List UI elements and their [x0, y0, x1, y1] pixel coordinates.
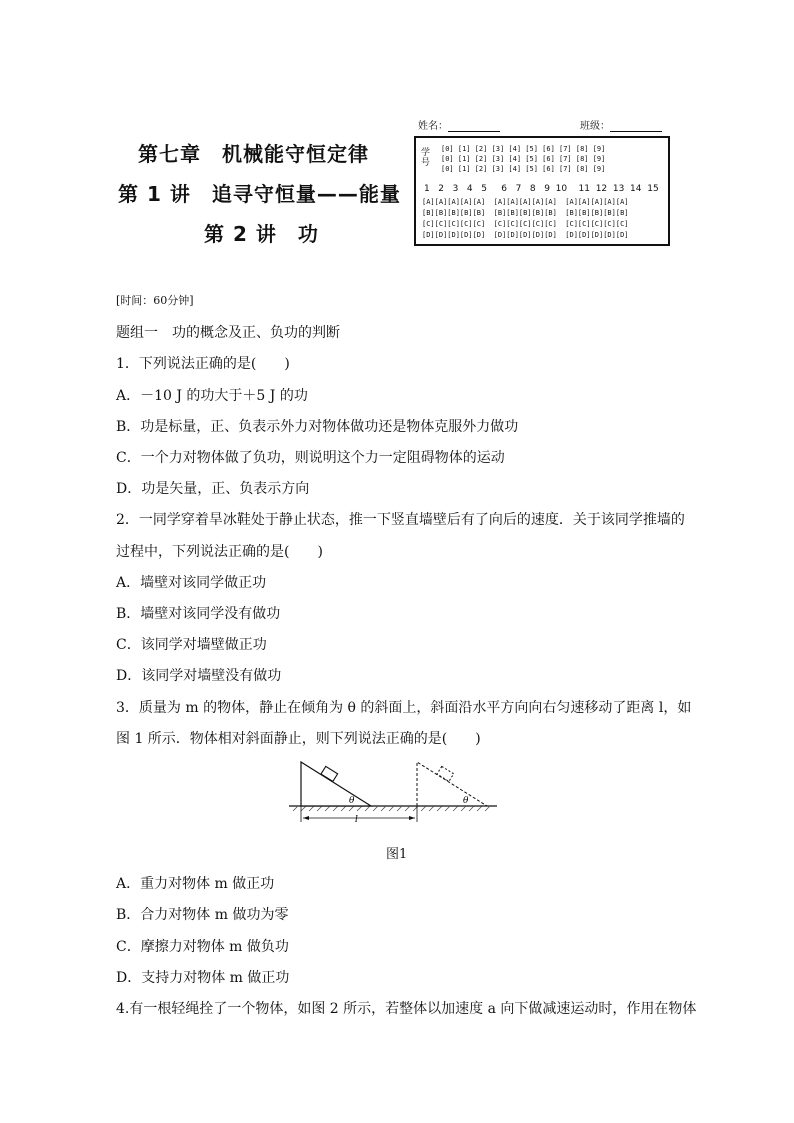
q2-option-b: B．墙壁对该同学没有做功 — [116, 606, 281, 622]
chapter-title: 第七章 机械能守恒定律 — [138, 142, 369, 166]
time-note: [时间：60分钟] — [116, 294, 194, 307]
q2-option-d: D．该同学对墙壁没有做功 — [116, 668, 282, 684]
q2-stem-line2: 过程中，下列说法正确的是( ) — [116, 544, 323, 560]
q3-option-b: B．合力对物体 m 做功为零 — [116, 907, 289, 923]
choice-row-b[interactable]: [B][B][B][B][B] [B][B][B][B][B] [B][B][B][B][B] — [422, 209, 629, 217]
figure-caption: 图1 — [386, 847, 408, 862]
q2-stem-line1: 2．一同学穿着旱冰鞋处于静止状态，推一下竖直墙壁后有了向后的速度．关于该同学推墙的 — [116, 512, 685, 528]
class-field[interactable] — [580, 117, 662, 132]
q1-option-c: C．一个力对物体做了负功，则说明这个力一定阻碍物体的运动 — [116, 450, 505, 466]
student-id-label: 学号 — [421, 148, 431, 168]
name-field[interactable] — [418, 117, 500, 132]
q3-option-c: C．摩擦力对物体 m 做负功 — [116, 939, 289, 955]
q3-option-d: D．支持力对物体 m 做正功 — [116, 970, 290, 986]
theta-label-2: θ — [463, 796, 469, 806]
distance-label: l — [355, 815, 358, 825]
q1-option-b: B．功是标量，正、负表示外力对物体做功还是物体克服外力做功 — [116, 419, 519, 435]
q2-option-c: C．该同学对墙壁做正功 — [116, 637, 267, 653]
q3-stem-line2: 图 1 所示．物体相对斜面静止，则下列说法正确的是( ) — [116, 731, 481, 747]
id-row[interactable]: [0] [1] [2] [3] [4] [5] [6] [7] [8] [9] — [441, 155, 606, 163]
q4-stem-line1: 4.有一根轻绳拴了一个物体，如图 2 所示，若整体以加速度 a 向下做减速运动时，作用在物体 — [116, 1001, 697, 1017]
id-row[interactable]: [0] [1] [2] [3] [4] [5] [6] [7] [8] [9] — [441, 145, 606, 153]
q2-option-a: A．墙壁对该同学做正功 — [116, 575, 267, 591]
q1-option-d: D．功是矢量，正、负表示方向 — [116, 481, 310, 497]
incline-figure — [285, 756, 505, 826]
theta-label-1: θ — [349, 796, 355, 806]
q3-option-a: A．重力对物体 m 做正功 — [116, 876, 275, 892]
name-label: 姓名： — [418, 121, 448, 132]
group-title: 题组一 功的概念及正、负功的判断 — [116, 325, 340, 341]
id-row[interactable]: [0] [1] [2] [3] [4] [5] [6] [7] [8] [9] — [441, 165, 606, 173]
lesson2-title: 第 2 讲 功 — [204, 222, 319, 246]
answer-card — [414, 136, 670, 246]
choice-row-c[interactable]: [C][C][C][C][C] [C][C][C][C][C] [C][C][C][C][C] — [422, 220, 629, 228]
lesson1-title: 第 1 讲 追寻守恒量——能量 — [118, 182, 401, 206]
q1-option-a: A．－10 J 的功大于＋5 J 的功 — [116, 388, 308, 404]
q3-stem-line1: 3．质量为 m 的物体，静止在倾角为 θ 的斜面上，斜面沿水平方向向右匀速移动了距离 l，如 — [116, 700, 692, 716]
q1-stem: 1．下列说法正确的是( ) — [116, 356, 290, 372]
class-label: 班级： — [580, 121, 610, 132]
choice-row-d[interactable]: [D][D][D][D][D] [D][D][D][D][D] [D][D][D][D][D] — [422, 231, 629, 239]
choice-row-a[interactable]: [A][A][A][A][A] [A][A][A][A][A] [A][A][A][A][A] — [422, 198, 629, 206]
question-numbers: 1 2 3 4 5 6 7 8 9 10 11 12 13 14 15 — [424, 184, 659, 194]
